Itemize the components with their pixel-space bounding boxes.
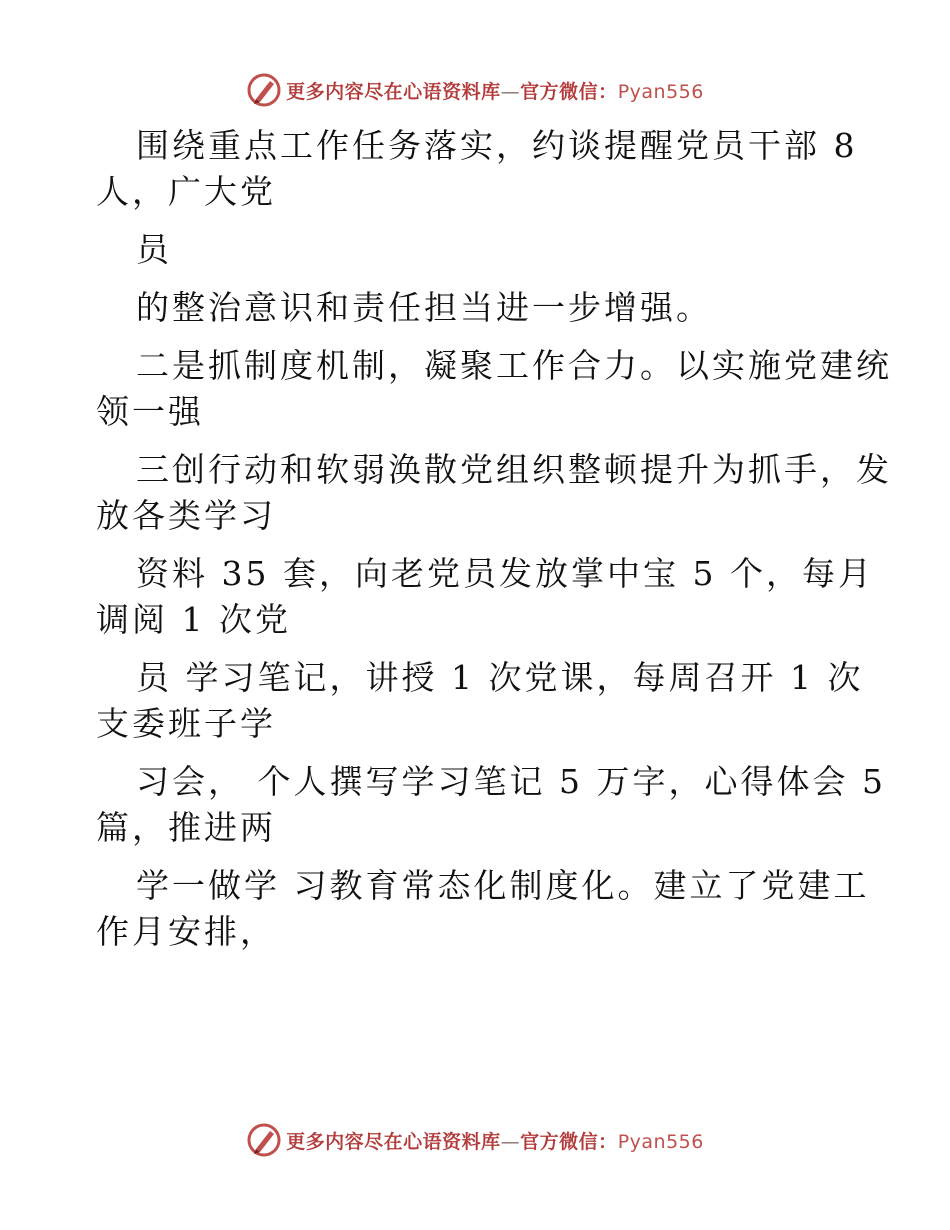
body-line: 围绕重点工作任务落实，约谈提醒党员干部 8 [136,126,858,165]
watermark-text [286,77,704,104]
watermark-wechat-label: 官方微信： [520,80,618,103]
body-line: 学一做学 习教育常态化制度化。建立了党建工 [136,866,870,905]
body-line: 二是抓制度机制，凝聚工作合力。以实施党建统 [136,346,892,385]
body-line: 员 学习笔记，讲授 1 次党课，每周召开 1 次 [136,658,864,697]
pen-logo-icon [246,72,282,108]
body-line: 放各类学习 [96,496,276,535]
body-line: 篇，推进两 [96,808,276,847]
body-line: 资料 35 套，向老党员发放掌中宝 5 个，每月 [136,554,874,593]
document-body [96,123,892,955]
footer-watermark [0,1120,950,1160]
body-line: 调阅 1 次党 [96,600,291,639]
body-line: 的整治意识和责任担当进一步增强。 [136,288,712,327]
watermark-wechat-label: 官方微信： [520,1130,618,1153]
body-line: 习会， 个人撰写学习笔记 5 万字，心得体会 5 [136,762,886,801]
watermark-wechat-id: Pyan556 [617,80,704,103]
watermark-site: 更多内容尽在心语资料库 [286,1130,501,1153]
header-watermark [0,70,950,110]
watermark-site: 更多内容尽在心语资料库 [286,80,501,103]
pen-logo-icon [246,1122,282,1158]
body-line: 支委班子学 [96,704,276,743]
body-line: 三创行动和软弱涣散党组织整顿提升为抓手，发 [136,450,892,489]
body-line: 领一强 [96,392,204,431]
watermark-dash: — [500,80,521,103]
watermark-dash: — [500,1130,521,1153]
body-line: 员 [136,230,172,269]
body-line: 作月安排， [96,912,276,951]
watermark-text [286,1127,704,1154]
watermark-wechat-id: Pyan556 [617,1130,704,1153]
body-line: 人，广大党 [96,172,276,211]
